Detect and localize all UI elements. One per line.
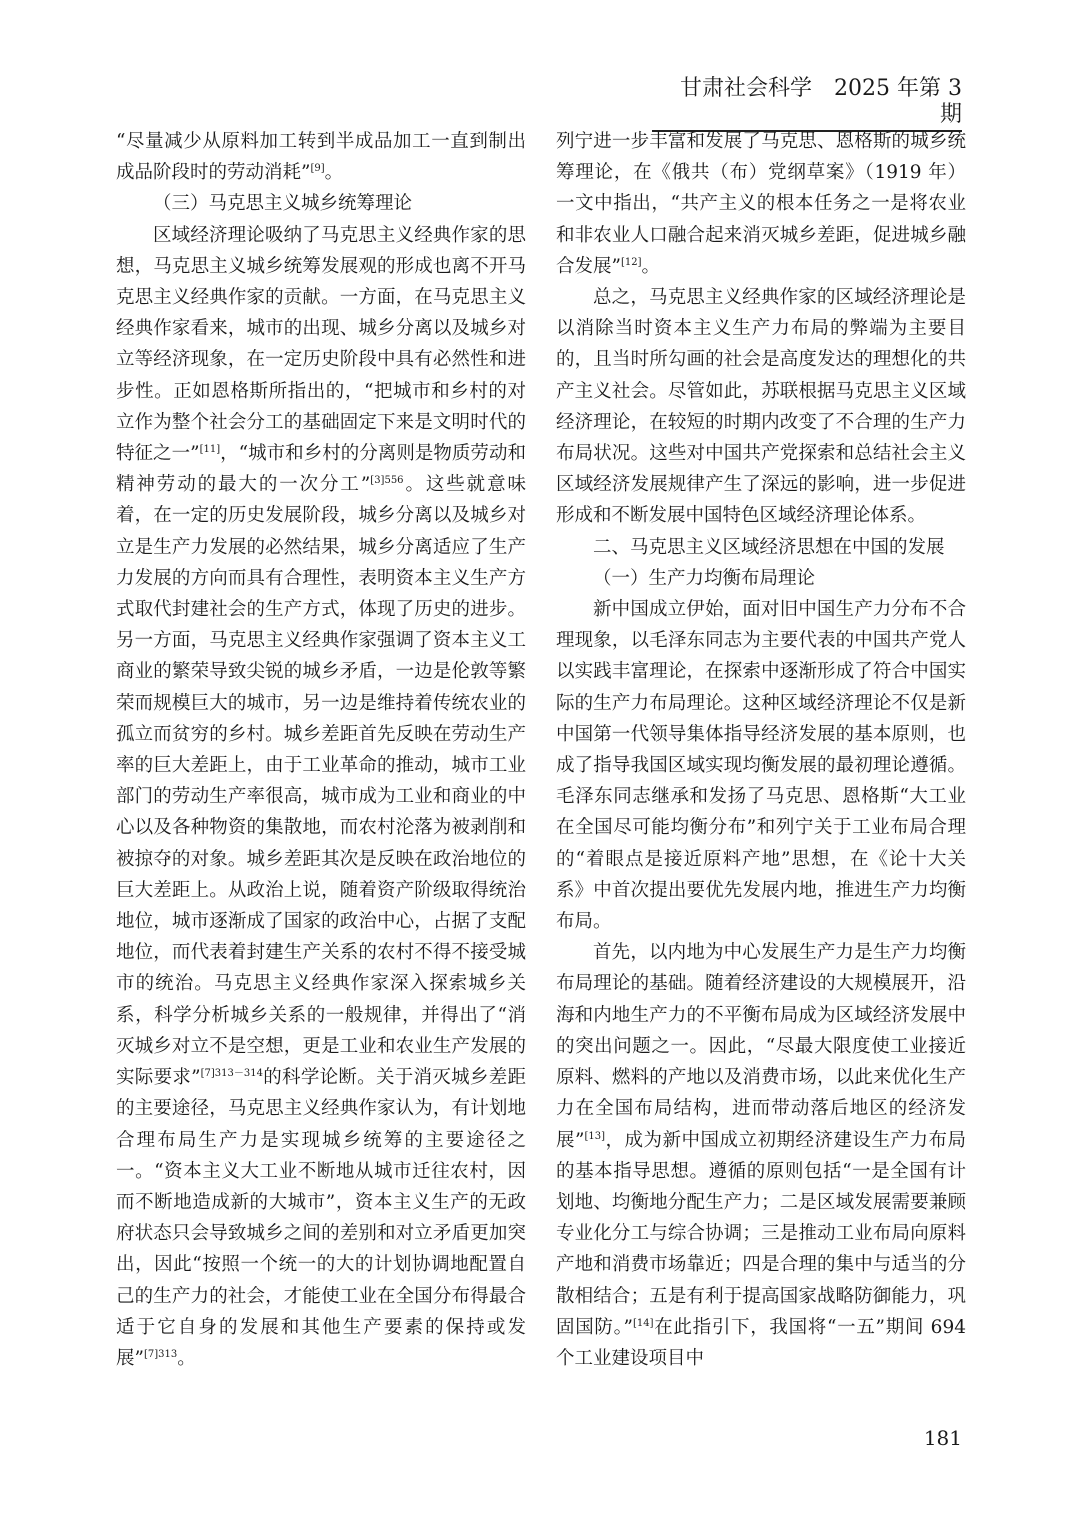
citation-superscript: [12] [620, 256, 642, 268]
text-run: 总之，马克思主义经典作家的区域经济理论是以消除当时资本主义生产力布局的弊端为主要目的，且当时所勾画的社会是高度发达的理想化的共产主义社会。尽管如此，苏联根据马克思主义区域经济理论，在较短的时期内改变了不合理的生产力布局状况。这些对中国共产党探索和总结社会主义区域经济发展规律产生了深远的影响，进一步促进形成和不断发展中国特色区域经济理论体系。 [556, 287, 966, 527]
text-run: 。 [641, 255, 661, 277]
section-heading [116, 188, 526, 219]
text-run: 新中国成立伊始，面对旧中国生产力分布不合理现象，以毛泽东同志为主要代表的中国共产党人以实践丰富理论，在探索中逐渐形成了符合中国实际的生产力布局理论。这种区域经济理论不仅是新中国第一代领导集体指导经济发展的基本原则，也成了指导我国区域实现均衡发展的最初理论遵循。毛泽东同志继承和发扬了马克思、恩格斯“大工业在全国尽可能均衡分布”和列宁关于工业布局合理的“着眼点是接近原料产地”思想，在《论十大关系》中首次提出要优先发展内地，推进生产力均衡布局。 [556, 599, 966, 933]
paragraph [556, 594, 966, 937]
text-run: ，成为新中国成立初期经济建设生产力布局的基本指导思想。遵循的原则包括“一是全国有计划地、均衡地分配生产力；二是区域发展需要兼顾专业化分工与综合协调；三是推动工业布局向原料产地和消费市场靠近；四是合理的集中与适当的分散相结合；五是有利于提高国家战略防御能力，巩固国防。” [556, 1129, 966, 1338]
text-run: 区域经济理论吸纳了马克思主义经典作家的思想，马克思主义城乡统筹发展观的形成也离不开马克思主义经典作家的贡献。一方面，在马克思主义经典作家看来，城市的出现、城乡分离以及城乡对立等经济现象，在一定历史阶段中具有必然性和进步性。正如恩格斯所指出的，“把城市和乡村的对立作为整个社会分工的基础固定下来是文明时代的特征之一” [116, 224, 526, 465]
left-column [116, 126, 526, 1374]
citation-superscript: [3]556 [370, 475, 404, 487]
text-run: 。 [177, 1347, 196, 1369]
text-run: 的科学论断。关于消灭城乡差距的主要途径，马克思主义经典作家认为，有计划地合理布局生产力是实现城乡统筹的主要途径之一。“资本主义大工业不断地从城市迁往农村，因而不断地造成新的大城市”，资本主义生产的无政府状态只会导致城乡之间的差别和对立矛盾更加突出，因此“按照一个统一的大的计划协调地配置自己的生产力的社会，才能使工业在全国分布得最合适于它自身的发展和其他生产要素的保持或发展” [116, 1067, 526, 1369]
section-heading [556, 532, 966, 563]
page-number: 181 [923, 1426, 962, 1450]
citation-superscript: [7]313－314 [200, 1067, 263, 1079]
right-column [556, 126, 966, 1374]
text-run: 。这些就意味着，在一定的历史发展阶段，城乡分离以及城乡对立是生产力发展的必然结果，城乡分离适应了生产力发展的方向而具有合理性，表明资本主义生产方式取代封建社会的生产方式，体现了历史的进步。另一方面，马克思主义经典作家强调了资本主义工商业的繁荣导致尖锐的城乡矛盾，一边是伦敦等繁荣而规模巨大的城市，另一边是维持着传统农业的孤立而贫穷的乡村。城乡差距首先反映在劳动生产率的巨大差距上，由于工业革命的推动，城市工业部门的劳动生产率很高，城市成为工业和商业的中心以及各种物资的集散地，而农村沦落为被剥削和被掠夺的对象。城乡差距其次是反映在政治地位的巨大差距上。从政治上说，随着资产阶级取得统治地位，城市逐渐成了国家的政治中心，占据了支配地位，而代表着封建生产关系的农村不得不接受城市的统治。马克思主义经典作家深入探索城乡关系，科学分析城乡关系的一般规律，并得出了“消灭城乡对立不是空想，更是工业和农业生产发展的实际要求” [116, 474, 526, 1089]
text-run: 。 [324, 162, 344, 184]
text-run: “尽量减少从原料加工转到半成品加工一直到制出成品阶段时的劳动消耗” [116, 131, 526, 184]
text-run: 在此指引下，我国将“一五”期间 694 个工业建设项目中 [556, 1316, 966, 1369]
citation-superscript: [13] [584, 1130, 605, 1142]
text-run: （三）马克思主义城乡统筹理论 [153, 193, 413, 215]
citation-superscript: [7]313 [143, 1348, 178, 1360]
citation-superscript: [14] [633, 1317, 654, 1329]
text-run: 列宁进一步丰富和发展了马克思、恩格斯的城乡统筹理论，在《俄共（布）党纲草案》（1919 年）一文中指出，“共产主义的根本任务之一是将农业和非农业人口融合起来消灭城乡差距，促进城乡融合发展” [556, 131, 966, 277]
paragraph [116, 126, 526, 188]
paragraph [116, 220, 526, 1375]
text-run: 首先，以内地为中心发展生产力是生产力均衡布局理论的基础。随着经济建设的大规模展开，沿海和内地生产力的不平衡布局成为区域经济发展中的突出问题之一。因此，“尽最大限度使工业接近原料、燃料的产地以及消费市场，以此来优化生产力在全国布局结构，进而带动落后地区的经济发展” [556, 942, 966, 1151]
citation-superscript: [11] [199, 443, 221, 455]
paragraph [556, 282, 966, 532]
running-head: 甘肃社会科学 2025 年第 3 期 [652, 76, 962, 132]
text-run: 二、马克思主义区域经济思想在中国的发展 [593, 536, 945, 558]
section-heading [556, 563, 966, 594]
paragraph [556, 126, 966, 282]
text-run: ，“城市和乡村的分离则是物质劳动和精神劳动的最大的一次分工” [116, 443, 526, 496]
text-run: （一）生产力均衡布局理论 [593, 567, 816, 589]
citation-superscript: [9] [310, 163, 325, 175]
paragraph [556, 937, 966, 1374]
